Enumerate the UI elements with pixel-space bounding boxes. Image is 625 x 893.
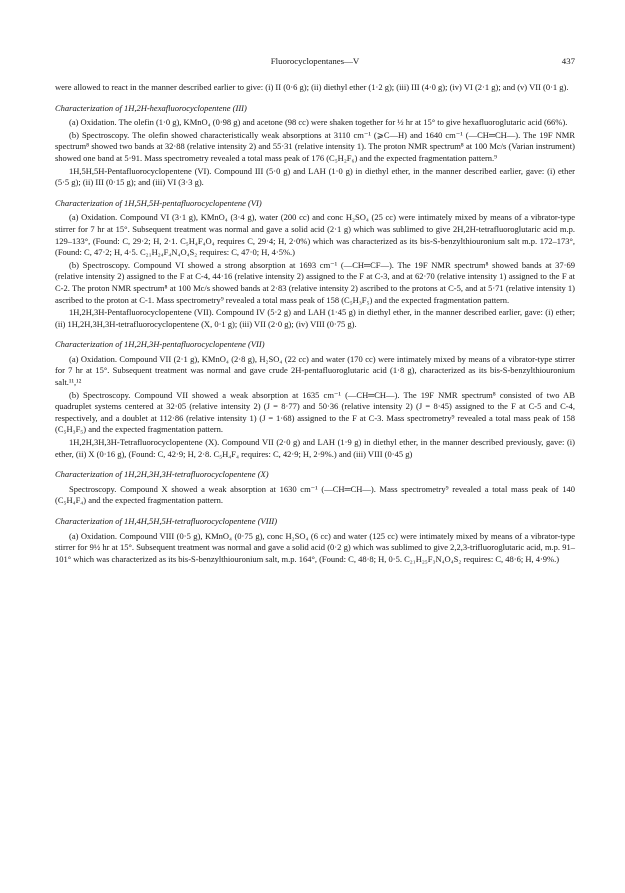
paragraph: (a) Oxidation. The olefin (1·0 g), KMnO₄ (0·98 g) and acetone (98 cc) were shaken together for ½ hr at 15° to give hexafluoroglutaric acid (66%).: [69, 117, 568, 128]
section-heading: Characterization of 1H,5H,5H-pentafluorocyclopentene (VI): [55, 197, 262, 208]
paragraph: (a) Oxidation. Compound VIII (0·5 g), KMnO₄ (0·75 g), conc H₂SO₄ (6 cc) and water (125 cc) were intimately mixed by means of a vibrator-type stirrer for 9½ hr at 15°. Subsequent treatment was normal and gave a solid acid (0·2 g) which was sublimed to give 2,2,3-trifluoroglutaric acid, m.p. 91–101° which was characterized as its bis-S-benzylthiouronium salt, m.p. 164°, (Found: C, 48·8; H, 0·5. C₂₁H₂₅F₃N₄O₄S₂ requires: C, 48·6; H, 4·9%.): [55, 530, 575, 564]
section-heading: Characterization of 1H,2H-hexafluorocyclopentene (III): [55, 102, 247, 113]
paragraph: (a) Oxidation. Compound VI (3·1 g), KMnO₄ (3·4 g), water (200 cc) and conc H₂SO₄ (25 cc) were intimately mixed by means of a vibrator-type stirrer for 7 hr at 15°. Subsequent treatment was normal and gave a solid acid (2·1 g) which was sublimed to give 2H,2H-tetrafluoroglutaric acid m.p. 129–133°, (Found: C, 29·2; H, 2·1. C₅H₄F₄O₄ requires C, 29·4; H, 2·0%) which was characterized as its bis-S-benzylthiouronium salt m.p. 172–173°, (Found: C, 47·2; H, 4·5. C₂₁H₂₄F₄N₄O₄S₂ requires: C, 47·0; H, 4·5%.): [55, 212, 575, 258]
paragraph: (b) Spectroscopy. Compound VI showed a strong absorption at 1693 cm⁻¹ (—CH═CF—). The 19F NMR spectrum⁸ showed bands at 37·69 (relative intensity 2) assigned to the F at C-4, 44·16 (relative intensity 2) assigned to the F at C-3, and at 62·70 (relative intensity 1) assigned to the F at C-2. The proton NMR spectrum⁸ at 100 Mc/s showed bands at 2·83 (relative intensity 2) ascribed to the protons at C-5, and at 5·71 (relative intensity 1) ascribed to the proton at C-1. Mass spectrometry⁹ revealed a total mass peak of 158 (C₅H₃F₅) and the expected fragmentation pattern.: [55, 259, 575, 305]
paragraph: Spectroscopy. Compound X showed a weak absorption at 1630 cm⁻¹ (—CH═CH—). Mass spectrometry⁹ revealed a total mass peak of 140 (C₅H₄F₄) and the expected fragmentation pattern.: [55, 483, 575, 506]
paragraph: 1H,2H,3H-Pentafluorocyclopentene (VII). Compound IV (5·2 g) and LAH (1·45 g) in diethyl ether, in the manner described earlier, gave: (i) ether; (ii) 1H,2H,3H,3H-tetrafluorocyclopentene (X, 0·1 g); (iii) VII (2·0 g); (iv) VIII (0·75 g).: [55, 307, 575, 329]
paragraph: (b) Spectroscopy. The olefin showed characteristically weak absorptions at 3110 cm⁻¹ (⩾C—H) and 1640 cm⁻¹ (—CH═CH—). The 19F NMR spectrum⁸ showed two bands at 32·88 (relative intensity 2) and 55·31 (relative intensity 1). The proton NMR spectrum⁸ at 100 Mc/s (Varian instrument) showed one band at 5·91. Mass spectrometry revealed a total mass peak of 176 (C₅H₂F₆) and the expected fragmentation pattern.⁹: [55, 129, 575, 163]
running-head-title: Fluorocyclopentanes—V: [270, 56, 360, 66]
section-heading: Characterization of 1H,2H,3H,3H-tetrafluorocyclopentene (X): [55, 469, 269, 480]
page-number: 437: [561, 56, 575, 66]
journal-page: [55, 56, 575, 565]
paragraph: 1H,2H,3H,3H-Tetrafluorocyclopentene (X). Compound VII (2·0 g) and LAH (1·9 g) in diethyl ether, in the manner described previously, gave: (i) ether, (ii) X (0·16 g), (Found: C, 42·9; H, 2·8. C₅H₄F₄ requires: C, 42·9; H, 2·9%.) and (iii) VIII (0·45 g): [55, 437, 575, 459]
section-heading: Characterization of 1H,2H,3H-pentafluorocyclopentene (VII): [55, 339, 265, 350]
section-heading: Characterization of 1H,4H,5H,5H-tetrafluorocyclopentene (VIII): [55, 516, 278, 526]
running-head: [55, 56, 575, 70]
paragraph: were allowed to react in the manner described earlier to give: (i) II (0·6 g); (ii) diethyl ether (1·2 g); (iii) III (4·0 g); (iv) VI (2·1 g); and (v) VII (0·1 g).: [55, 82, 569, 92]
paragraph: 1H,5H,5H-Pentafluorocyclopentene (VI). Compound III (5·0 g) and LAH (1·0 g) in diethyl ether, in the manner described earlier, gave: (i) ether (5·5 g); (ii) III (0·15 g); and (iii) VI (3·3 g).: [55, 165, 575, 188]
paragraph: (b) Spectroscopy. Compound VII showed a weak absorption at 1635 cm⁻¹ (—CH═CH—). The 19F NMR spectrum⁸ consisted of two AB quadruplet systems centered at 32·05 (relative intensity 2) (J = 8·77) and 50·36 (relative intensity 2) (J = 8·45) assigned to the F at C-5 and C-4, respectively, and a doublet at 112·86 (relative intensity 1) (J = 1·68) assigned to the F at C-3. Mass spectrometry⁹ revealed a total mass peak of 158 (C₅H₃F₅) and the expected fragmentation pattern.: [55, 389, 575, 435]
paragraph: (a) Oxidation. Compound VII (2·1 g), KMnO₄ (2·8 g), H₂SO₄ (22 cc) and water (170 cc) were intimately mixed by means of a vibrator-type stirrer for 7 hr at 15°. Subsequent treatment was normal and gave crude 2H-pentafluoroglutaric acid (1·8 g), characterized as its bis-S-benzylthiouronium salt.¹¹,¹²: [55, 353, 575, 388]
